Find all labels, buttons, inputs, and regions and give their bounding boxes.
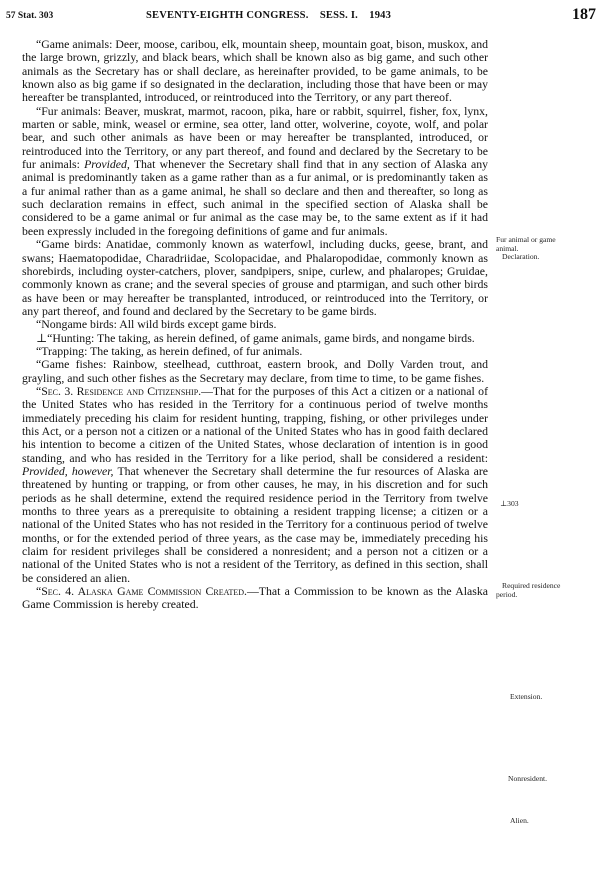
margin-note-line: animal.: [496, 243, 519, 253]
section-3-heading: “Sec. 3. Residence and Citizenship.: [36, 383, 202, 398]
provided-however-term: Provided, however,: [22, 464, 114, 478]
paragraph-game-fishes: “Game fishes: Rainbow, steelhead, cutthroat, eastern brook, and Dolly Varden trout, and grayling, and such other fishes as the Secretary may declare, from time to time, to be game fishes.: [22, 357, 488, 385]
fur-animals-proviso: That whenever the Secretary shall find that in any section of Alaska any animal is predominantly taken as a game rather than as a fur animal, or is predominantly taken as a fur animal rather than as a game animal, he shall so declare and then and thereafter, so long as such declaration remains in effect, such animal in the specified section of Alaska shall be considered to be a game animal or fur animal as the case may be, to the same extent as if it had been expressly included in the foregoing definitions of game and fur animals.: [22, 157, 488, 238]
margin-note-extension: Extension.: [510, 692, 543, 701]
paragraph-game-birds: “Game birds: Anatidae, commonly known as waterfowl, including ducks, geese, brant, and swans; Haematopodidae, Charadriidae, Scolopacidae, and Phalaropodidae, commonly known as shorebirds, including oyster-catchers, plover, sandpipers, snipe, curlew, and phalaropes; Gruidae, commonly known as crane; and the several species of grouse and ptarmigan, and such other birds as have been or may hereafter be transplanted, introduced, or reintroduced into the Territory, or any part thereof, and found and declared by the Secretary to be game birds.: [22, 237, 488, 318]
section-3-text: —That for the purposes of this Act a citizen or a national of the United States who has resided in the Territory for a continuous period of twelve months immediately preceding his claim for resident hunting, trapping, fishing, or other privileges under this Act, or a person not a citizen or a national of the United States who has in good faith declared his intention to become a citizen of the United States, whose declaration of intention is in good standing, and who has resided in the Territory for a like period, shall be considered a resident:: [22, 383, 489, 465]
page-header: [0, 6, 604, 28]
margin-note-page-ref: ⊥303: [500, 499, 519, 508]
margin-note-line: Required residence: [502, 581, 561, 590]
running-head: [146, 10, 391, 21]
provided-term: Provided,: [84, 157, 130, 172]
paragraph-section-4: [22, 585, 488, 612]
section-3-proviso: That whenever the Secretary shall determine the fur resources of Alaska are threatened by hunting or trapping, or from other causes, he may, in his discretion and for such periods as he shall determine, extend the required residence period in the Territory from twelve months to three years as a prerequisite to obtaining a resident trapping license; a citizen or a national of the United States who has not resided in the Territory for a continuous period of twelve months, or for the extended period of three years, as the case may be, immediately preceding his claim for resident privileges shall be considered a nonresident; and a person not a citizen or a national of the United States who is not a resident of the Territory, as defined in this section, shall be considered an alien.: [22, 464, 488, 585]
paragraph-nongame-birds: “Nongame birds: All wild birds except game birds.: [36, 317, 277, 332]
section-4-text: —That a Commission to be known as the Alaska Game Commission is hereby created.: [22, 584, 489, 612]
margin-note-declaration: Declaration.: [502, 252, 540, 262]
paragraph-fur-animals: [22, 105, 488, 238]
congress-title: SEVENTY-EIGHTH CONGRESS.: [146, 10, 309, 21]
margin-note-fur-or-game: [496, 236, 600, 262]
paragraph-hunting: [22, 332, 488, 345]
page-break-marker: ⊥: [36, 330, 48, 345]
page-number: 187: [572, 6, 596, 23]
year-label: 1943: [369, 10, 392, 21]
session-label: SESS. I.: [319, 10, 358, 21]
section-4-heading: “Sec. 4. Alaska Game Commission Created.: [36, 584, 247, 599]
main-text: [22, 38, 488, 612]
margin-note-nonresident: Nonresident.: [508, 774, 548, 783]
statute-reference: 57 Stat. 303: [6, 11, 54, 21]
margin-note-residence: [496, 582, 600, 599]
paragraph-trapping: “Trapping: The taking, as herein defined, of fur animals.: [36, 343, 303, 358]
hunting-text: “Hunting: The taking, as herein defined, of game animals, game birds, and nongame birds.: [47, 330, 475, 345]
margin-note-line: Fur animal or game: [496, 235, 556, 244]
fur-animals-text: “Fur animals: Beaver, muskrat, marmot, racoon, pika, hare or rabbit, squirrel, fisher, fox, lynx, marten or sable, mink, weasel or ermine, sea otter, land otter, wolverine, coyote, wolf, and polar bear, and such other animals as have been or may hereafter be transplanted, introduced, or reintroduced into the Territory, or any part thereof, and found and declared by the Secretary to be fur animals:: [22, 103, 488, 172]
margin-note-alien: Alien.: [510, 816, 529, 825]
margin-note-line: period.: [496, 589, 518, 599]
paragraph-game-animals: “Game animals: Deer, moose, caribou, elk, mountain sheep, mountain goat, bison, muskox, and the large brown, grizzly, and black bears, which shall be known also as big game, and such other animals as the Secretary has or shall declare, as hereinafter provided, to be game animals, to be known also as big game if so designated in the declaration, including those that have been or may hereafter be transplanted, introduced, or reintroduced into the Territory, or any part thereof.: [22, 37, 488, 105]
paragraph-section-3: [22, 385, 488, 585]
